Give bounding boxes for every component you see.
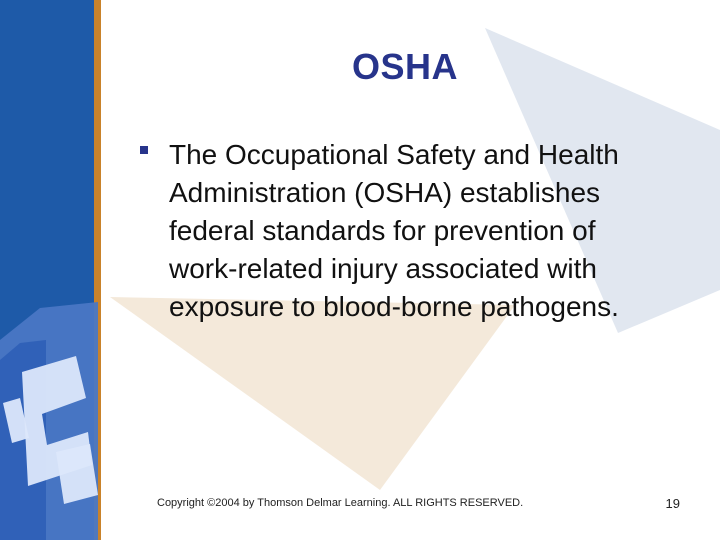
bullet-list [140, 136, 640, 326]
bullet-item [140, 136, 640, 326]
bullet-text: The Occupational Safety and Health Administration (OSHA) establishes federal standards for prevention of work-related injury associated with exposure to blood-borne pathogens. [169, 139, 619, 322]
square-bullet-icon [140, 146, 148, 154]
copyright-text: Copyright ©2004 by Thomson Delmar Learning. ALL RIGHTS RESERVED. [157, 497, 524, 509]
slide-title: OSHA [351, 46, 458, 87]
page-number: 19 [665, 496, 680, 511]
